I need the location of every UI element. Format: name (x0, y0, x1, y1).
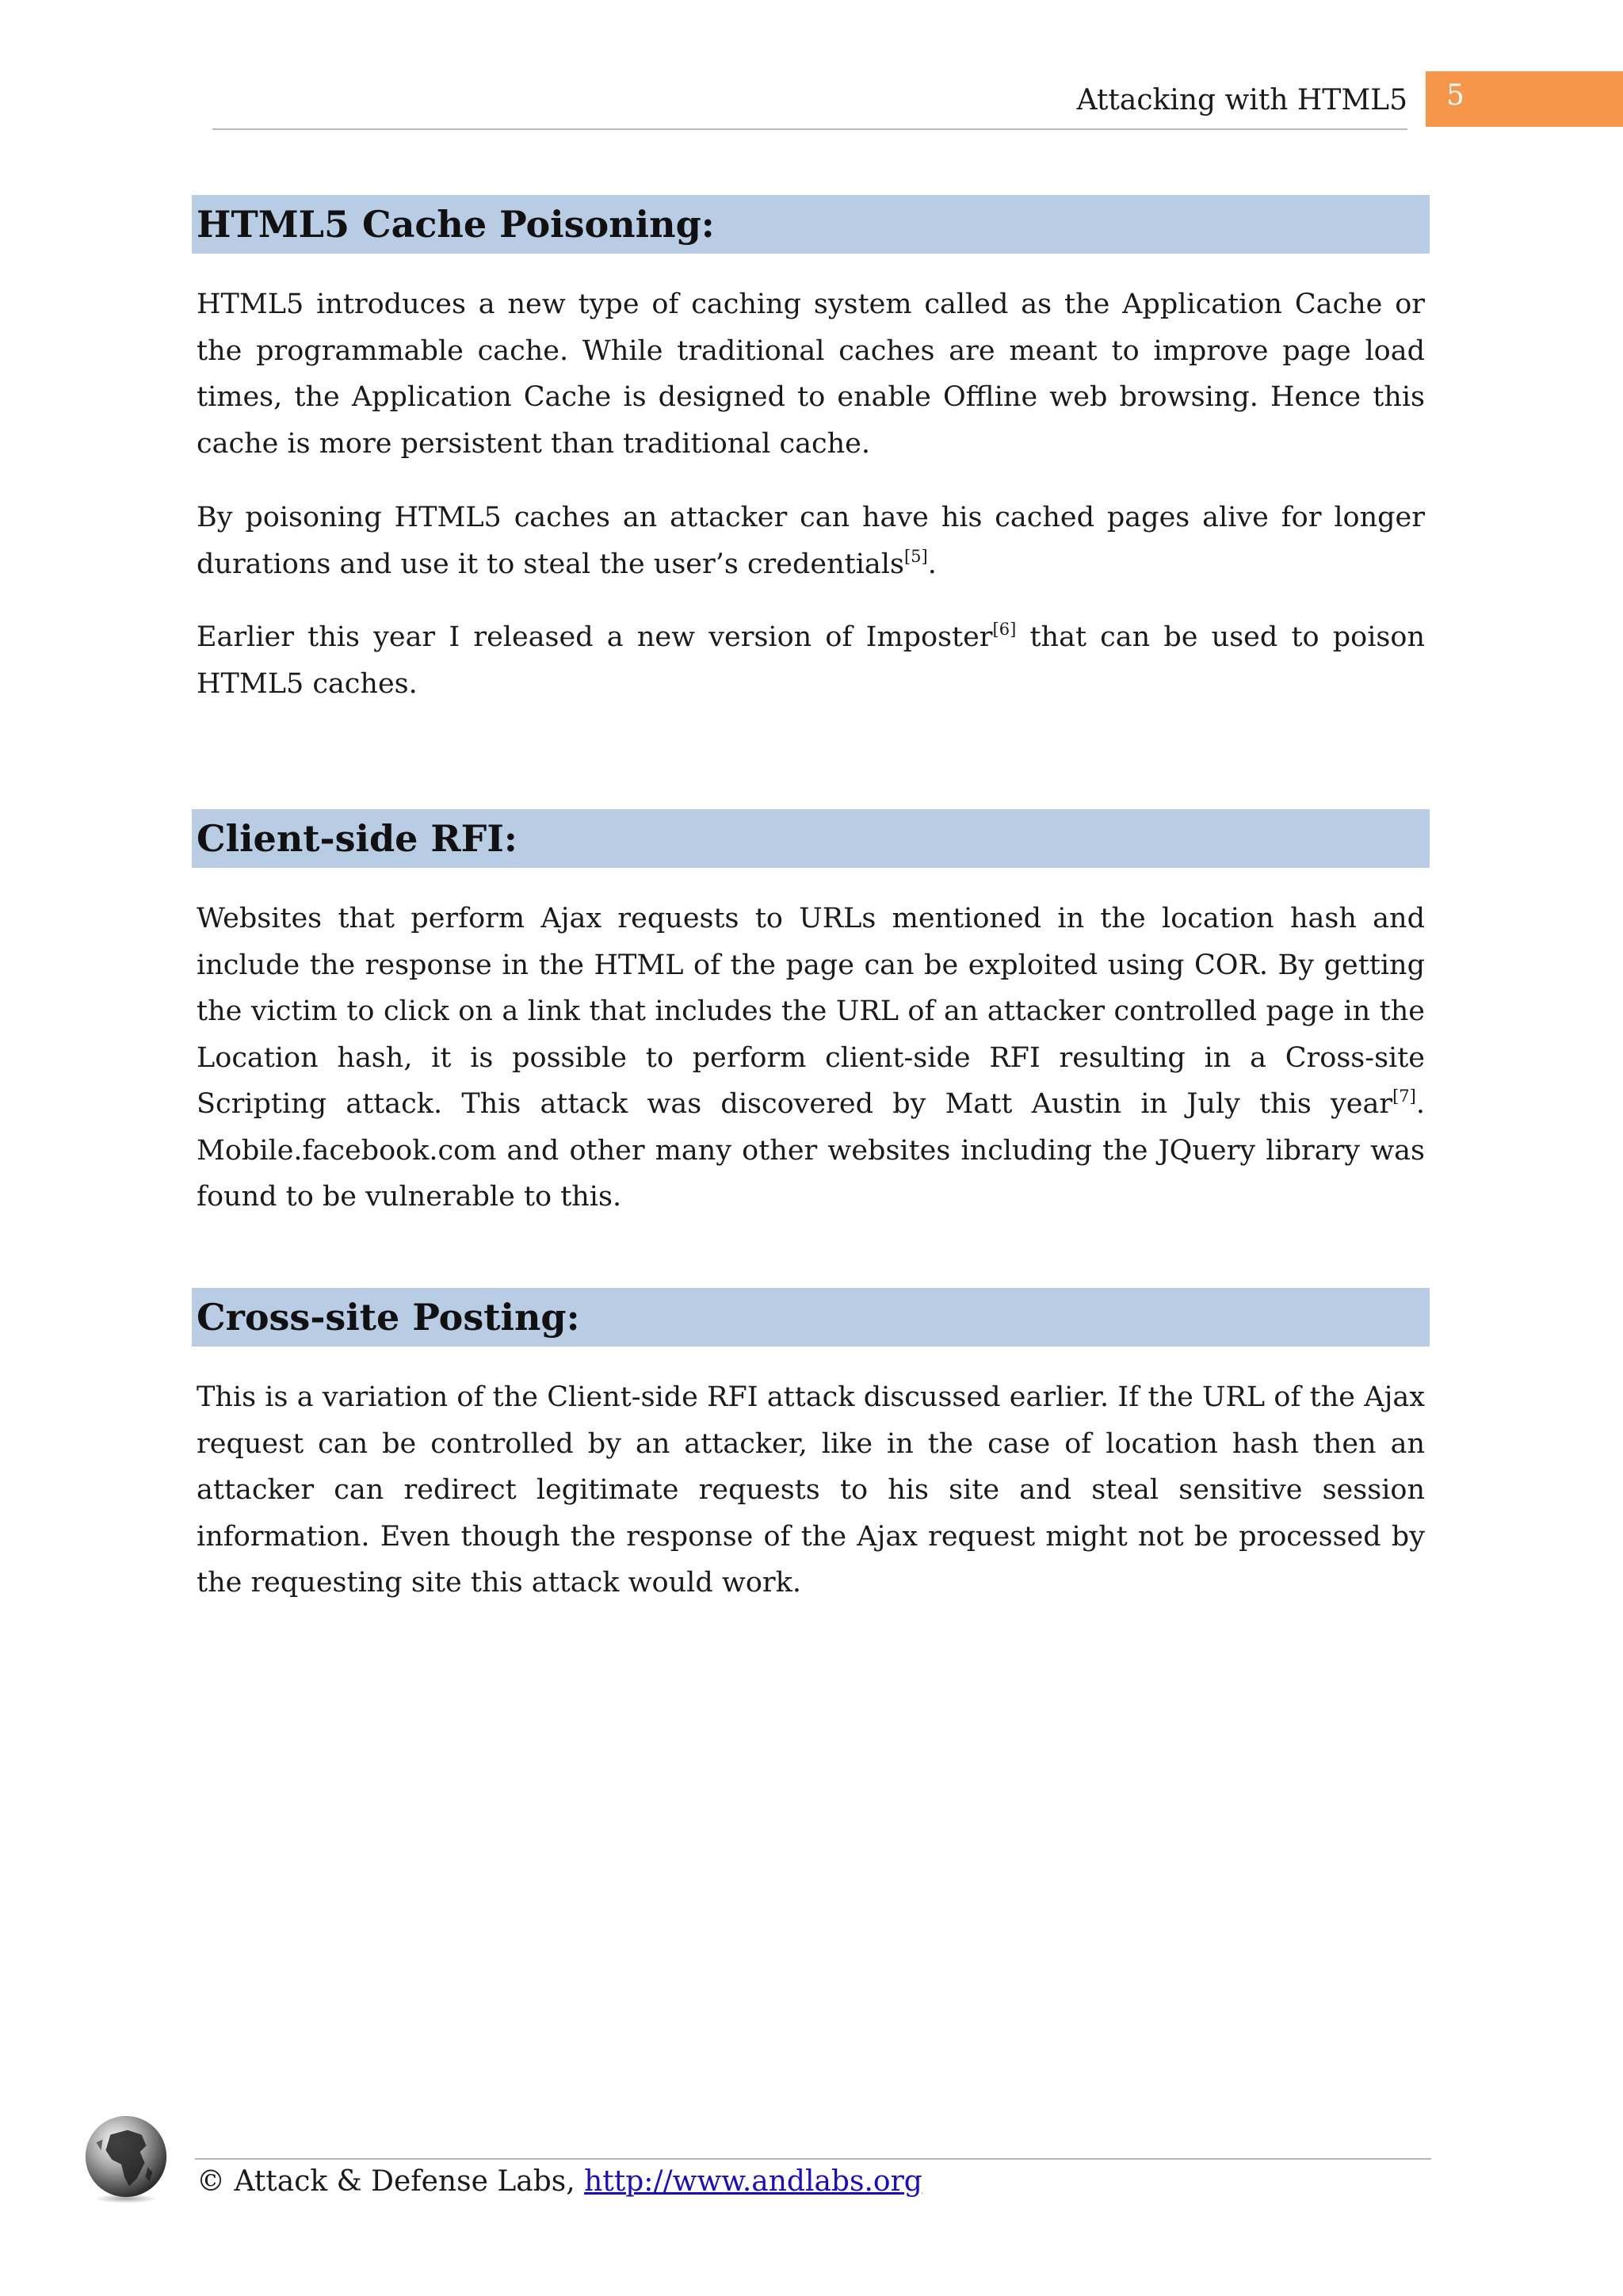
page-number: 5 (1446, 79, 1465, 112)
page-header (212, 78, 1407, 130)
paragraph (197, 495, 1425, 587)
running-title: Attacking with HTML5 (1076, 84, 1407, 117)
paragraph-text: that can be used to poison HTML5 caches. (197, 621, 1425, 700)
section-heading-cache-poisoning: HTML5 Cache Poisoning: (192, 195, 1430, 254)
paragraph: HTML5 introduces a new type of caching system called as the Application Cache or the programmable cache. While traditional caches are meant to improve page load times, the Application Cache is designed to enable Offline web browsing. Hence this cache is more persistent than traditional cache. (197, 288, 1425, 460)
reference-marker: [6] (992, 620, 1017, 639)
section-heading-cross-site-posting: Cross-site Posting: (192, 1288, 1430, 1347)
footer-divider (195, 2158, 1431, 2160)
paragraph-text: . Mobile.facebook.com and other many other websites including the JQuery library was found to be vulnerable to this. (197, 1088, 1425, 1213)
paragraph-text: By poisoning HTML5 caches an attacker can have his cached pages alive for longer durations and use it to steal the user’s credentials (197, 502, 1425, 580)
paragraph-text: Earlier this year I released a new version of Imposter (197, 621, 993, 653)
paragraph (197, 896, 1425, 1221)
paragraph-text: Websites that perform Ajax requests to URLs mentioned in the location hash and include the response in the HTML of the page can be exploited using COR. By getting the victim to click on a link that includes the URL of an attacker controlled page in the Location hash, it is possible to perform client-side RFI resulting in a Cross-site Scripting attack. This attack was discovered by Matt Austin in July this year (197, 903, 1425, 1120)
footer-copyright: © Attack & Defense Labs, (197, 2165, 585, 2198)
footer (197, 2165, 922, 2198)
globe-icon (79, 2111, 173, 2205)
paragraph-text: . (927, 548, 937, 580)
page-number-badge (1426, 71, 1623, 127)
reference-marker: [7] (1392, 1087, 1416, 1106)
paragraph (197, 614, 1425, 707)
section-heading-client-side-rfi: Client-side RFI: (192, 809, 1430, 868)
reference-marker: [5] (903, 546, 928, 566)
paragraph: This is a variation of the Client-side RFI attack discussed earlier. If the URL of the Ajax request can be controlled by an attacker, like in the case of location hash then an attacker can redirect legitimate requests to his site and steal sensitive session information. Even though the response of the Ajax request might not be processed by the requesting site this attack would work. (197, 1381, 1425, 1599)
footer-link[interactable]: http://www.andlabs.org (584, 2165, 922, 2198)
